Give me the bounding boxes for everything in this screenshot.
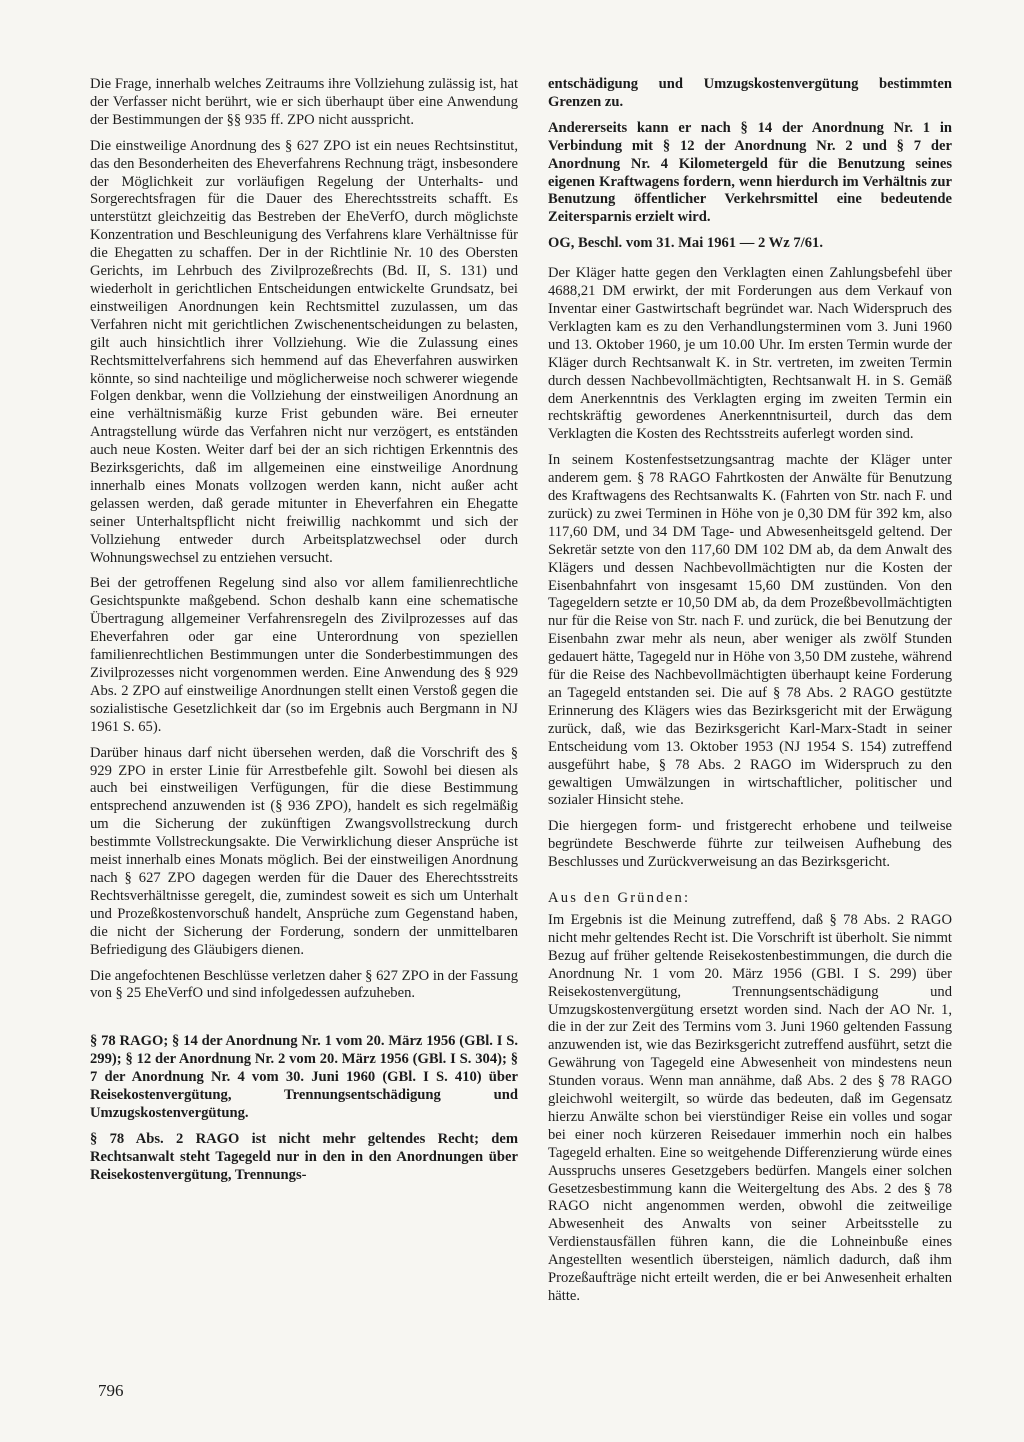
case-headnote-second: Andererseits kann er nach § 14 der Anordnung Nr. 1 in Verbindung mit § 12 der Anordnung Nr. 2 und § 7 der Anordnung Nr. 4 Kilometergeld für die Benutzung seines eigenen Kraftwagens fordern, wenn hierdurch im Verhältnis zur Benutzung öffentlicher Verkehrsmittel eine bedeutende Zeitersparnis erzielt wird.: [548, 119, 952, 226]
court-decision-reference: OG, Beschl. vom 31. Mai 1961 — 2 Wz 7/61.: [548, 235, 823, 252]
paragraph: Darüber hinaus darf nicht übersehen werden, daß die Vorschrift des § 929 ZPO in erster Linie für Arrestbefehle gilt. Sowohl bei diesen als auch bei einstweiligen Verfügungen, für die diese Bestimmung entsprechend anzuwenden ist (§ 936 ZPO), handelt es sich regelmäßig um die Sicherung der zukünftigen Zwangsvollstreckung durch bestimmte Vollstreckungsakte. Die Verwirklichung dieser Ansprüche ist meist innerhalb eines Monats möglich. Bei der einstweiligen Anordnung nach § 627 ZPO dagegen werden für die Dauer des Eherechtsstreits Rechtsverhältnisse geregelt, die, zumindest soweit es sich um Unterhalt und Prozeßkostenvorschuß handelt, Ansprüche zum Gegenstand haben, die nicht der Sicherung der Forderung, sondern der unmittelbaren Befriedigung des Gläubigers dienen.: [90, 744, 518, 958]
paragraph: Die hiergegen form- und fristgerecht erhobene und teilweise begründete Beschwerde führte zur teilweisen Aufhebung des Beschlusses und Zurückverweisung an das Bezirksgericht.: [548, 818, 952, 871]
section-heading-reasons: Aus den Gründen:: [548, 890, 691, 907]
paragraph: Der Kläger hatte gegen den Verklagten einen Zahlungsbefehl über 4688,21 DM erwirkt, der mit Forderungen aus dem Verkauf von Inventar einer Gastwirtschaft begründet war. Nach Widerspruch des Verklagten kam es zu den Verhandlungsterminen vom 3. Juni 1960 und 13. Oktober 1960, je um 10.00 Uhr. Im ersten Termin wurde der Kläger durch Rechtsanwalt K. in Str. vertreten, im zweiten Termin durch dessen Nachbevollmächtigten, Rechtsanwalt H. in S. Gemäß dem Anerkenntnis des Verklagten erging im zweiten Termin ein rechtskräftig gewordenes Anerkenntnisurteil, durch das dem Verklagten die Kosten des Rechtsstreits auferlegt worden sind.: [548, 265, 952, 443]
paragraph: Die Frage, innerhalb welches Zeitraums ihre Vollziehung zulässig ist, hat der Verfasser nicht berührt, wie er sich überhaupt über eine Anwendung der Bestimmungen der §§ 935 ff. ZPO nicht ausspricht.: [90, 76, 518, 128]
paragraph: Bei der getroffenen Regelung sind also vor allem familienrechtliche Gesichtspunkte maßgebend. Schon deshalb kann eine schematische Übertragung allgemeiner Verfahrensregeln des Zivilprozesses auf das Eheverfahren oder gar eine Unterordnung von speziellen familienrechtlichen Bestimmungen unter die Sonderbestimmungen des Zivilprozesses nicht vorgenommen werden. Eine Anwendung des § 929 Abs. 2 ZPO auf einstweilige Anordnungen stellt einen Verstoß gegen die sozialistische Gesetzlichkeit dar (so im Ergebnis auch Bergmann in NJ 1961 S. 65).: [90, 575, 518, 735]
case-headnote-continued: entschädigung und Umzugskostenvergütung bestimmten Grenzen zu.: [548, 76, 952, 110]
paragraph: Die einstweilige Anordnung des § 627 ZPO ist ein neues Rechtsinstitut, das den Besonderheiten des Eheverfahrens Rechnung trägt, insbesondere der Möglichkeit zur vorläufigen Regelung der Unterhalts- und Sorgerechtsfragen für die Dauer des Eherechtsstreits schafft. Es unterstützt gleichzeitig das Bestreben der EheVerfO, durch möglichste Konzentration und Beschleunigung des Verfahrens klare Verhältnisse für die Ehegatten zu schaffen. Der in der Richtlinie Nr. 10 des Obersten Gerichts, im Lehrbuch des Zivilprozeßrechts (Bd. II, S. 131) und wiederholt in gerichtlichen Entscheidungen entwickelte Grundsatz, bei einstweiligen Anordnungen kein Rechtsmittel zuzulassen, um das Verfahren nicht mit gerichtlichen Zwischenentscheidungen zu belasten, gilt auch hinsichtlich ihrer Vollziehung. Wie die Zulassung eines Rechtsmittelverfahrens sich hemmend auf das Eheverfahren auswirken könnte, so sind nachteilige und möglicherweise noch schwerer wiegende Folgen denkbar, wenn die Vollziehung der einstweiligen Anordnung an eine verhältnismäßig kurze Frist gebunden wäre. Bei erneuter Antragstellung würde das Verfahren nicht nur verzögert, es entständen auch neue Kosten. Weiter darf bei der an sich richtigen Erkenntnis des Bezirksgerichts, daß im allgemeinen eine einstweilige Anordnung innerhalb eines Monats vollzogen werden kann, nicht außer acht gelassen werden, daß gerade mitunter in Eheverfahren ein Ehegatte seiner Unterhaltspflicht nicht freiwillig nachkommt und sich der Vollziehung entweder durch Arbeitsplatzwechsel oder durch Wohnungswechsel zu entziehen versucht.: [90, 137, 518, 566]
case-legal-references: § 78 RAGO; § 14 der Anordnung Nr. 1 vom 20. März 1956 (GBl. I S. 299); § 12 der Anordnung Nr. 2 vom 20. März 1956 (GBl. I S. 304); § 7 der Anordnung Nr. 4 vom 30. Juni 1960 (GBl. I S. 410) über Reisekostenvergütung, Trennungsentschädigung und Umzugskostenvergütung.: [90, 1033, 518, 1121]
page-number: 796: [98, 1381, 124, 1400]
case-headnote: § 78 Abs. 2 RAGO ist nicht mehr geltendes Recht; dem Rechtsanwalt steht Tagegeld nur in den in den Anordnungen über Reisekostenvergütung, Trennungs-: [90, 1130, 518, 1183]
paragraph: Die angefochtenen Beschlüsse verletzen daher § 627 ZPO in der Fassung von § 25 EheVerfO und sind infolgedessen aufzuheben.: [90, 967, 518, 1002]
left-column: [90, 76, 518, 1193]
paragraph: In seinem Kostenfestsetzungsantrag machte der Kläger unter anderem gem. § 78 RAGO Fahrtkosten der Anwälte für Benutzung des Kraftwagens des Rechtsanwalts K. (Fahrten von Str. nach F. und zurück) zu zwei Terminen in Höhe von je 0,30 DM für 392 km, also 117,60 DM, und 34 DM Tage- und Abwesenheitsgeld geltend. Der Sekretär setzte von den 117,60 DM 102 DM ab, da dem Anwalt des Klägers und dessen Nachbevollmächtigten nur die Kosten der Eisenbahnfahrt von insgesamt 15,60 DM zustünden. Von den Tagegeldern setzte er 10,50 DM ab, da dem Prozeßbevollmächtigten nur für die Reise von Str. nach F. und zurück, die bei Benutzung der Eisenbahn zwar mehr als neun, aber weniger als zwölf Stunden gedauert hätte, Tagegeld nur in Höhe von 3,50 DM zustehe, während für die Reise des Nachbevollmächtigten überhaupt keine Forderung an Tagegeld entstanden sei. Die auf § 78 Abs. 2 RAGO gestützte Erinnerung des Klägers wies das Bezirksgericht mit der Erwägung zurück, daß, wie das Bezirksgericht Karl-Marx-Stadt in seiner Entscheidung vom 13. Oktober 1953 (NJ 1954 S. 154) zutreffend ausgeführt habe, § 78 Abs. 2 RAGO im Widerspruch zu den gewaltigen Umwälzungen in wirtschaftlicher, politischer und sozialer Hinsicht stehe.: [548, 452, 952, 809]
right-column: [548, 76, 952, 1314]
paragraph: Im Ergebnis ist die Meinung zutreffend, daß § 78 Abs. 2 RAGO nicht mehr geltendes Recht ist. Die Vorschrift ist überholt. Sie nimmt Bezug auf früher geltende Reisekostenbestimmungen, die durch die Anordnung Nr. 1 vom 20. März 1956 (GBl. I S. 299) über Reisekostenvergütung, Trennungsentschädigung und Umzugskostenvergütung ersetzt worden sind. Nach der AO Nr. 1, die in der zur Zeit des Termins vom 3. Juni 1960 geltenden Fassung anzuwenden ist, wie das Bezirksgericht zutreffend ausführt, setzt die Gewährung von Tagegeld eine Abwesenheit von mindestens neun Stunden voraus. Wenn man annähme, daß Abs. 2 des § 78 RAGO gleichwohl weitergilt, so würde das bedeuten, daß im Gegensatz hierzu Anwälte schon bei vierstündiger Reise ein volles und sogar bei einer noch kürzeren Reisedauer immerhin noch ein halbes Tagegeld erhalten. Eine so weitgehende Differenzierung würde eines Ausspruchs unseres Gesetzgebers bedürfen. Mangels einer solchen Gesetzesbestimmung kann die Weitergeltung des Abs. 2 des § 78 RAGO nicht angenommen werden, obwohl die zeitweilige Abwesenheit des Anwalts von seiner Arbeitsstelle zu Verdienstausfällen führen kann, die die Lohneinbuße eines Angestellten wesentlich übersteigen, nämlich dadurch, daß ihm Prozeßaufträge nicht erteilt werden, die er bei Anwesenheit erhalten hätte.: [548, 911, 952, 1304]
